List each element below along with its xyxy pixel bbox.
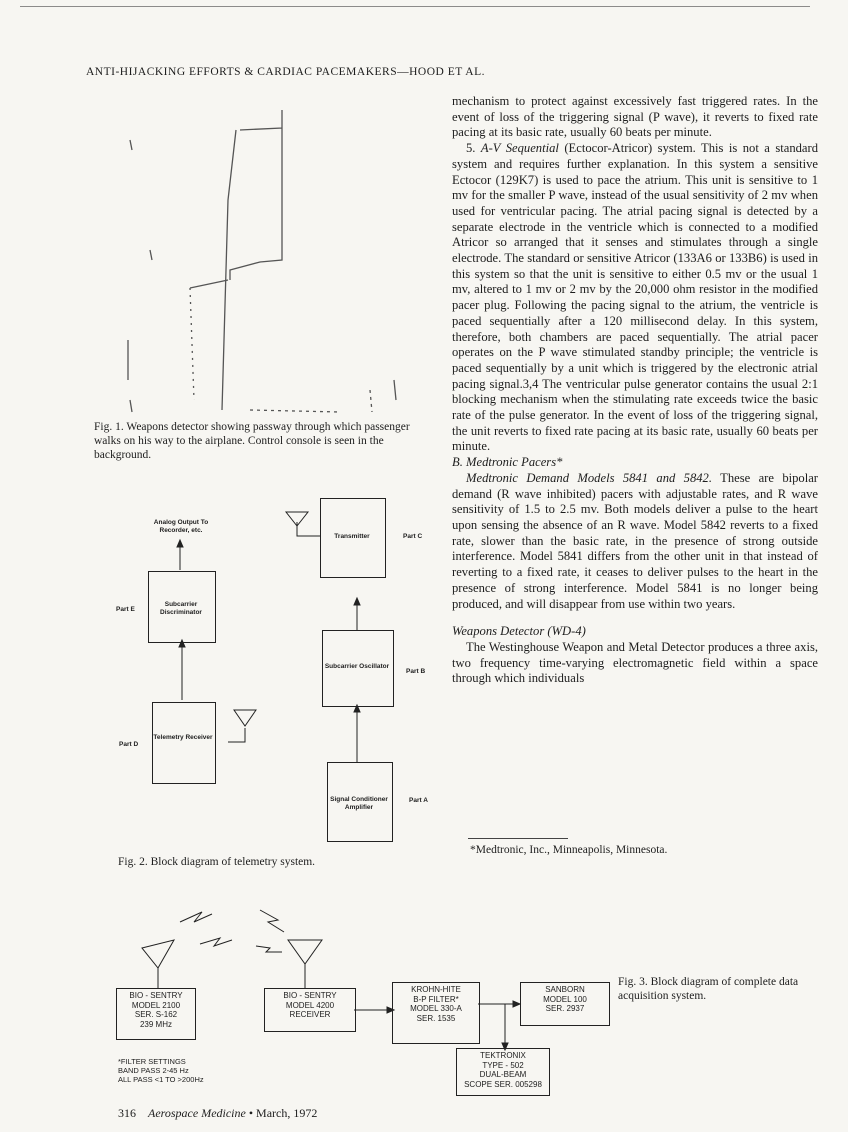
footnote: *Medtronic, Inc., Minneapolis, Minnesota. — [470, 844, 668, 856]
part-e-label: Part E — [116, 606, 135, 613]
part-d-label: Part D — [119, 741, 139, 748]
running-header: ANTI-HIJACKING EFFORTS & CARDIAC PACEMAKERS—HOOD ET AL. — [86, 66, 485, 78]
fig2-caption: Fig. 2. Block diagram of telemetry system. — [118, 856, 316, 868]
bio-sentry-4200-label: BIO - SENTRY MODEL 4200 RECEIVER — [283, 991, 337, 1019]
transmitter-label: Transmitter — [334, 533, 370, 540]
part-b-label: Part B — [406, 668, 426, 675]
fig1-photo — [110, 100, 440, 420]
p2-body: (Ectocor-Atricor) system. This is not a standard system and requires further explanation. In this system a sensitive Ectocor (129K7) is used to pace the atrium. This unit is sensitive to 1 mv for the smaller P wave, instead of the usual sensitivity of 2 mv when used for ventricular pacing. The atrial pacing signal is detected by a separate electrode in the ventricle which is connected to a modified Atricor so arranged that it senses and stimulates through a single electrode. The standard or sensitive Atricor (133A6 or 133B6) is used in this system so that the unit is sensitive to either 0.5 mv or the usual 1 mv, altered to 1 mv or 2 mv by the 20,000 ohm resistor in the modified pacer plug. Following the pacing signal to the atrium, the ventricle is paced sequentially after a 120 millisecond delay. In this system, therefore, both chambers are paced sequentially. The atrial pacer operates on the P wave stimulated standby principle; the ventricle is paced sequentially by a unit which is triggered by the electronic atrial pacing signal.3,4 The ventricular pulse generator contains the usual 2:1 blocking mechanism when the stimulating rate exceeds twice the basic rate of the pulse generator. In the event of loss of the triggering signal, the unit reverts to fixed rate pacing at its basic rate, usually 60 beats per minute. — [452, 141, 818, 454]
page-number: 316 — [118, 1106, 136, 1120]
weapons-detector-heading: Weapons Detector (WD-4) — [452, 624, 586, 639]
signal-conditioner-label: Signal Conditioner Amplifier — [330, 796, 388, 811]
journal-name: Aerospace Medicine — [148, 1106, 246, 1120]
part-a-label: Part A — [409, 797, 428, 804]
filter-note: *FILTER SETTINGS BAND PASS 2-45 Hz ALL PASS <1 TO >200Hz — [118, 1057, 204, 1084]
top-rule — [20, 6, 810, 7]
part-c-label: Part C — [403, 533, 423, 540]
analog-output-label: Analog Output To Recorder, etc. — [153, 519, 209, 534]
p3-body: These are bipolar demand (R wave inhibited) pacers with adjustable rates, and R wave sensitivity of 1.5 to 2.5 mv. Both models deliver a pulse to the heart upon sensing the absence of an R wave. Model 5842 reverts to a fixed rate, slower than the basic rate, in the presence of strong outside interference. Model 5841 differs from the other unit in that instead of reverting to a fixed rate, it ceases to deliver pulses to the heart in the presence of strong interference. Model 5841 is no longer being produced, and will disappear from use within two years. — [452, 470, 818, 611]
p2-lead: 5. — [466, 141, 481, 156]
sanborn-label: SANBORN MODEL 100 SER. 2937 — [543, 985, 587, 1013]
bio-sentry-2100-block — [116, 988, 196, 1040]
paragraph-4: The Westinghouse Weapon and Metal Detector produces a three axis, two frequency time-varying electromagnetic field within a space through which individuals — [452, 639, 818, 686]
tektronix-block — [456, 1048, 550, 1096]
bio-sentry-2100-label: BIO - SENTRY MODEL 2100 SER. S-162 239 MHz — [129, 991, 183, 1029]
section-b-heading: B. Medtronic Pacers* — [452, 455, 563, 470]
page-footer — [118, 1106, 317, 1121]
bio-sentry-4200-block — [264, 988, 356, 1032]
subcarrier-discriminator-label: Subcarrier Discriminator — [160, 601, 202, 616]
telemetry-receiver-block — [152, 702, 216, 784]
p3-title: Medtronic Demand Models 5841 and 5842. — [466, 470, 712, 485]
p2-title: A-V Sequential — [480, 141, 559, 156]
footnote-rule — [468, 838, 568, 839]
body-text — [452, 94, 818, 687]
paragraph-2 — [452, 141, 818, 455]
fig1-caption: Fig. 1. Weapons detector showing passway through which passenger walks on his way to the airplane. Control console is seen in the background. — [94, 421, 410, 461]
krohn-hite-block — [392, 982, 480, 1044]
paragraph-3 — [452, 471, 818, 612]
paragraph-1: mechanism to protect against excessively fast triggered rates. In the event of loss of the triggering signal (P wave), it reverts to fixed rate pacing at its basic rate, usually 60 beats per minute. — [452, 94, 818, 140]
telemetry-receiver-label: Telemetry Receiver — [153, 734, 213, 741]
issue-date: • March, 1972 — [248, 1106, 318, 1120]
subcarrier-oscillator-label: Subcarrier Oscillator — [324, 663, 390, 670]
sanborn-block — [520, 982, 610, 1026]
krohn-hite-label: KROHN-HITE B-P FILTER* MODEL 330-A SER. 1535 — [410, 985, 462, 1023]
tektronix-label: TEKTRONIX TYPE - 502 DUAL-BEAM SCOPE SER. 005298 — [464, 1051, 542, 1089]
fig3-caption: Fig. 3. Block diagram of complete data acquisition system. — [618, 976, 799, 1002]
